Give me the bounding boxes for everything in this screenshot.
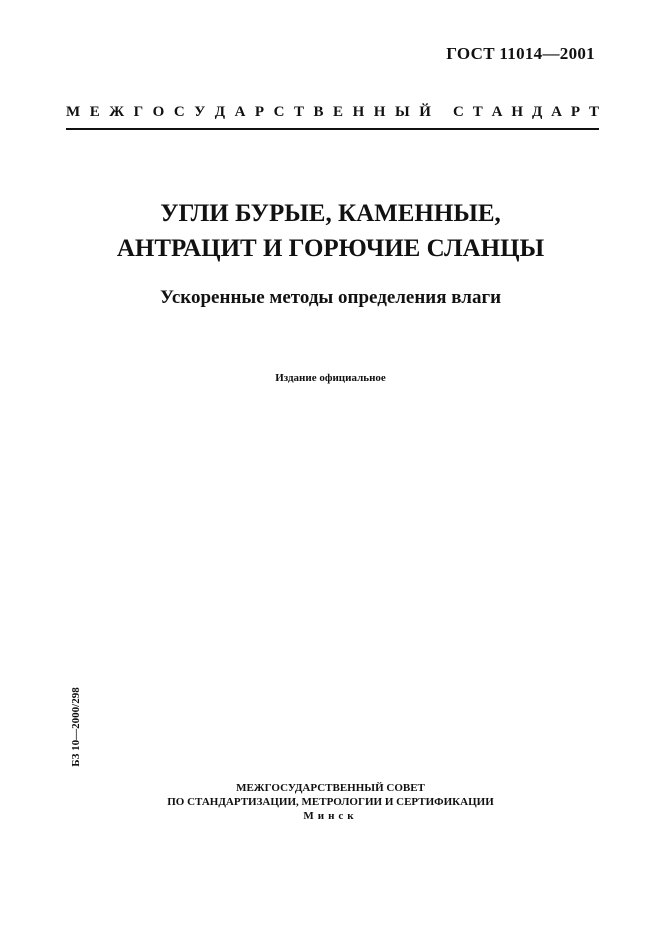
title-line-1: УГЛИ БУРЫЕ, КАМЕННЫЕ, xyxy=(160,200,501,227)
banner-letter: Р xyxy=(254,104,265,120)
standard-type-banner xyxy=(66,104,599,121)
banner-letter: Т xyxy=(588,104,599,120)
publisher-block xyxy=(0,781,661,823)
banner-letter: Н xyxy=(511,104,524,120)
banner-letter: Ж xyxy=(109,104,125,120)
standard-type-word-1 xyxy=(66,104,431,121)
banner-letter: С xyxy=(173,104,185,120)
banner-letter: С xyxy=(453,104,464,120)
banner-letter: Е xyxy=(89,104,100,120)
banner-letter: Д xyxy=(531,104,543,120)
banner-letter: У xyxy=(194,104,206,120)
banner-letter: Ы xyxy=(394,104,410,120)
banner-letter: В xyxy=(313,104,324,120)
banner-letter: Й xyxy=(419,104,431,120)
banner-letter: А xyxy=(234,104,246,120)
document-code: ГОСТ 11014—2001 xyxy=(446,44,595,63)
banner-letter: Г xyxy=(133,104,144,120)
document-subtitle: Ускоренные методы определения влаги xyxy=(159,287,502,308)
document-title xyxy=(0,196,661,266)
side-code: БЗ 10—2000/298 xyxy=(70,687,82,767)
banner-letter: Т xyxy=(293,104,304,120)
banner-letter: Е xyxy=(333,104,344,120)
banner-letter: Р xyxy=(570,104,581,120)
banner-letter: Н xyxy=(373,104,386,120)
banner-letter: М xyxy=(66,104,81,120)
banner-letter: С xyxy=(273,104,285,120)
standard-type-word-2 xyxy=(453,104,599,121)
banner-letter: О xyxy=(152,104,165,120)
banner-letter: А xyxy=(491,104,503,120)
title-line-2: АНТРАЦИТ И ГОРЮЧИЕ СЛАНЦЫ xyxy=(116,235,545,262)
publisher-line-2: ПО СТАНДАРТИЗАЦИИ, МЕТРОЛОГИИ И СЕРТИФИКАЦИИ xyxy=(167,796,494,808)
banner-letter: Д xyxy=(214,104,226,120)
publisher-line-1: МЕЖГОСУДАРСТВЕННЫЙ СОВЕТ xyxy=(236,782,425,794)
edition-label: Издание официальное xyxy=(275,372,386,384)
header-divider xyxy=(66,128,599,130)
banner-letter: Н xyxy=(352,104,365,120)
banner-letter: А xyxy=(551,104,562,120)
banner-letter: Т xyxy=(472,104,483,120)
publisher-city: Минск xyxy=(303,810,358,822)
